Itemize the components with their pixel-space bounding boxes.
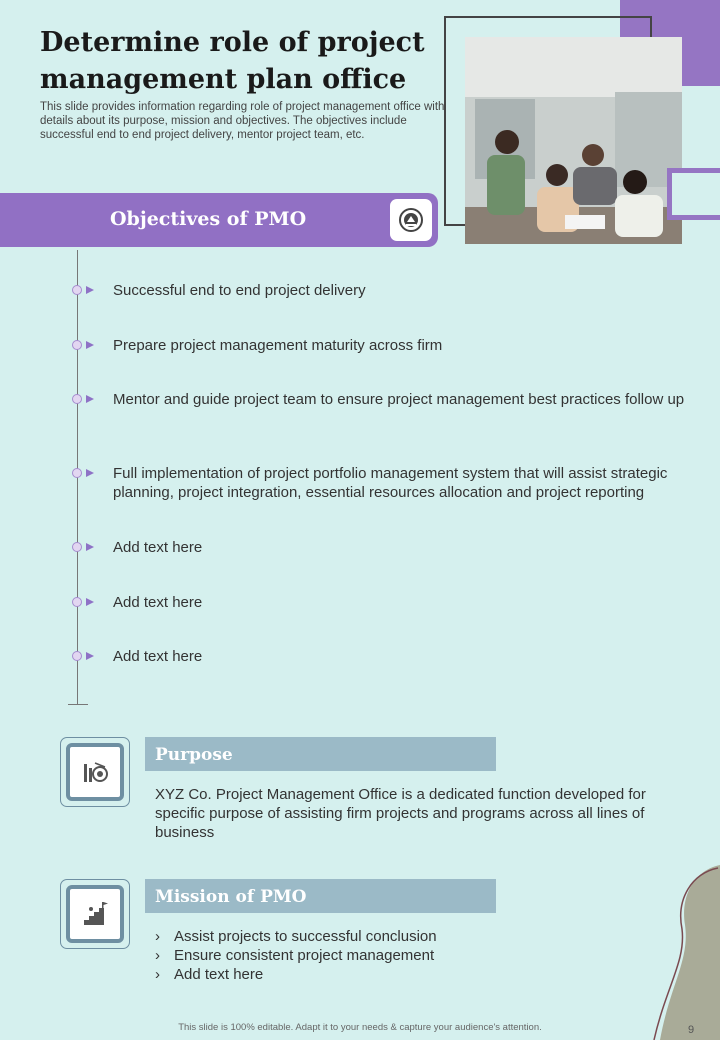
objective-item: Full implementation of project portfolio management system that will assist strategic planning, project integration, essential resources allocation and project reporting — [113, 465, 668, 501]
purple-outline-frame — [667, 168, 720, 220]
objectives-title: Objectives of PMO — [110, 208, 307, 230]
timeline-node — [72, 394, 82, 404]
timeline-node — [72, 542, 82, 552]
objective-item: Mentor and guide project team to ensure project management best practices follow up — [113, 391, 685, 408]
timeline-arrow-icon — [86, 395, 94, 403]
timeline-node — [72, 285, 82, 295]
timeline-node — [72, 468, 82, 478]
mission-bullet — [155, 946, 434, 965]
target-growth-icon — [81, 758, 109, 786]
timeline-node — [72, 651, 82, 661]
purpose-title: Purpose — [155, 745, 233, 765]
objective-item: Successful end to end project delivery — [113, 282, 366, 299]
page-number: 9 — [688, 1024, 695, 1036]
timeline-arrow-icon — [86, 598, 94, 606]
team-photo — [465, 37, 682, 244]
mission-bullet-text: Add text here — [174, 966, 264, 983]
timeline-node — [72, 340, 82, 350]
mission-bullet-text: Assist projects to successful conclusion — [174, 928, 437, 945]
objective-item: Add text here — [113, 648, 203, 665]
stairs-flag-icon — [81, 900, 109, 928]
timeline-arrow-icon — [86, 543, 94, 551]
mission-bullet — [155, 927, 437, 946]
chevron-right-icon: › — [155, 966, 160, 983]
timeline-arrow-icon — [86, 286, 94, 294]
timeline-arrow-icon — [86, 341, 94, 349]
decorative-wave — [640, 865, 720, 1040]
objective-item: Add text here — [113, 594, 203, 611]
mission-title: Mission of PMO — [155, 887, 307, 907]
timeline-end-cap — [68, 704, 88, 705]
gauge-icon — [398, 207, 424, 233]
timeline-arrow-icon — [86, 652, 94, 660]
objective-item: Add text here — [113, 539, 203, 556]
chevron-right-icon: › — [155, 928, 160, 945]
page-subtitle: This slide provides information regarding role of project management office with details about its purpose, mission and objectives. The objectives include successful end to end project delivery, mentor project team, etc. — [40, 101, 445, 141]
mission-icon-tile — [60, 879, 130, 949]
timeline-arrow-icon — [86, 469, 94, 477]
purpose-icon-tile — [60, 737, 130, 807]
page-title: Determine role of project management plan office — [40, 27, 425, 95]
mission-bullet — [155, 965, 263, 984]
timeline-node — [72, 597, 82, 607]
footer-note: This slide is 100% editable. Adapt it to your needs & capture your audience's attention. — [178, 1022, 542, 1033]
purpose-text: XYZ Co. Project Management Office is a dedicated function developed for specific purpose of assisting firm projects and programs across all lines of business — [155, 786, 646, 841]
mission-bullet-text: Ensure consistent project management — [174, 947, 435, 964]
chevron-right-icon: › — [155, 947, 160, 964]
objectives-icon-box — [390, 199, 432, 241]
objective-item: Prepare project management maturity across firm — [113, 337, 443, 354]
